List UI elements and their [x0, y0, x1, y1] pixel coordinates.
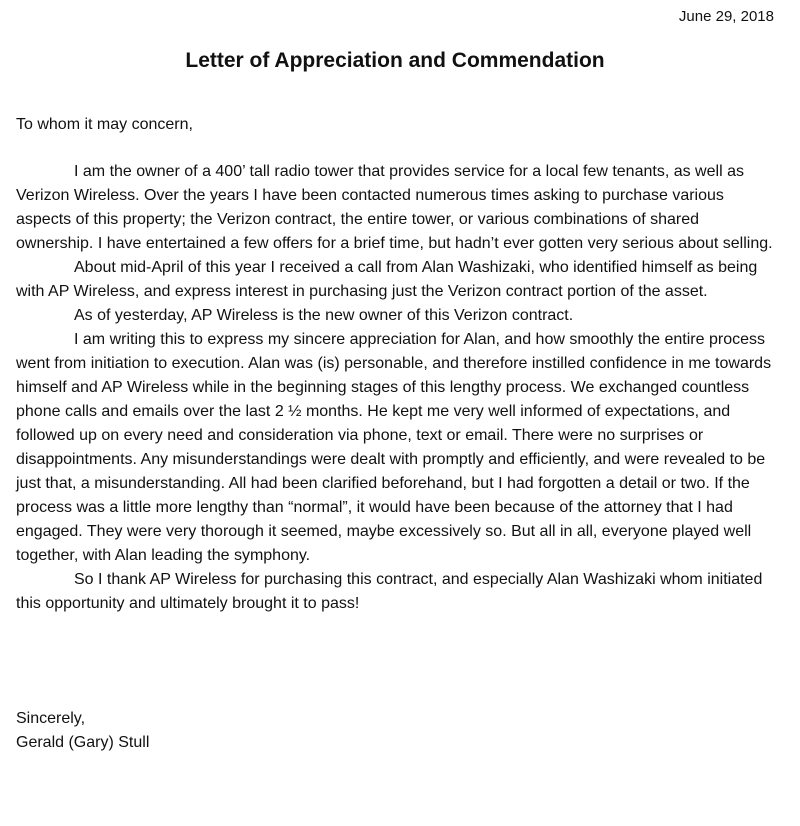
signature-name: Gerald (Gary) Stull [16, 734, 150, 751]
paragraph-2: About mid-April of this year I received a call from Alan Washizaki, who identified himself as being with AP Wireless, and express interest in purchasing just the Verizon contract portion of the asset. [16, 259, 758, 300]
salutation: To whom it may concern, [16, 116, 193, 133]
paragraph-5: So I thank AP Wireless for purchasing this contract, and especially Alan Washizaki whom initiated this opportunity and ultimately brought it to pass! [16, 571, 763, 612]
paragraph-1: I am the owner of a 400’ tall radio tower that provides service for a local few tenants, as well as Verizon Wireless. Over the years I have been contacted numerous times asking to purchase various aspects of this property; the Verizon contract, the entire tower, or various combinations of shared ownership. I have entertained a few offers for a brief time, but hadn’t ever gotten very serious about selling. [16, 163, 773, 252]
letter-title: Letter of Appreciation and Commendation [185, 49, 605, 72]
paragraph-4: I am writing this to express my sincere appreciation for Alan, and how smoothly the entire process went from initiation to execution. Alan was (is) personable, and therefore instilled confidence in me towards himself and AP Wireless while in the beginning stages of this lengthy process. We exchanged countless phone calls and emails over the last 2 ½ months. He kept me very well informed of expectations, and followed up on every need and consideration via phone, text or email. There were no surprises or disappointments. Any misunderstandings were dealt with promptly and efficiently, and were revealed to be just that, a misunderstanding. All had been clarified beforehand, but I had forgotten a detail or two. If the process was a little more lengthy than “normal”, it would have been because of the attorney that I had engaged. They were very thorough it seemed, maybe excessively so. But all in all, everyone played well together, with Alan leading the symphony. [16, 331, 772, 564]
paragraph-3: As of yesterday, AP Wireless is the new owner of this Verizon contract. [74, 307, 574, 324]
closing-block [16, 707, 149, 755]
letter-date: June 29, 2018 [678, 8, 774, 25]
letter-body [16, 160, 776, 616]
closing-phrase: Sincerely, [16, 710, 86, 727]
